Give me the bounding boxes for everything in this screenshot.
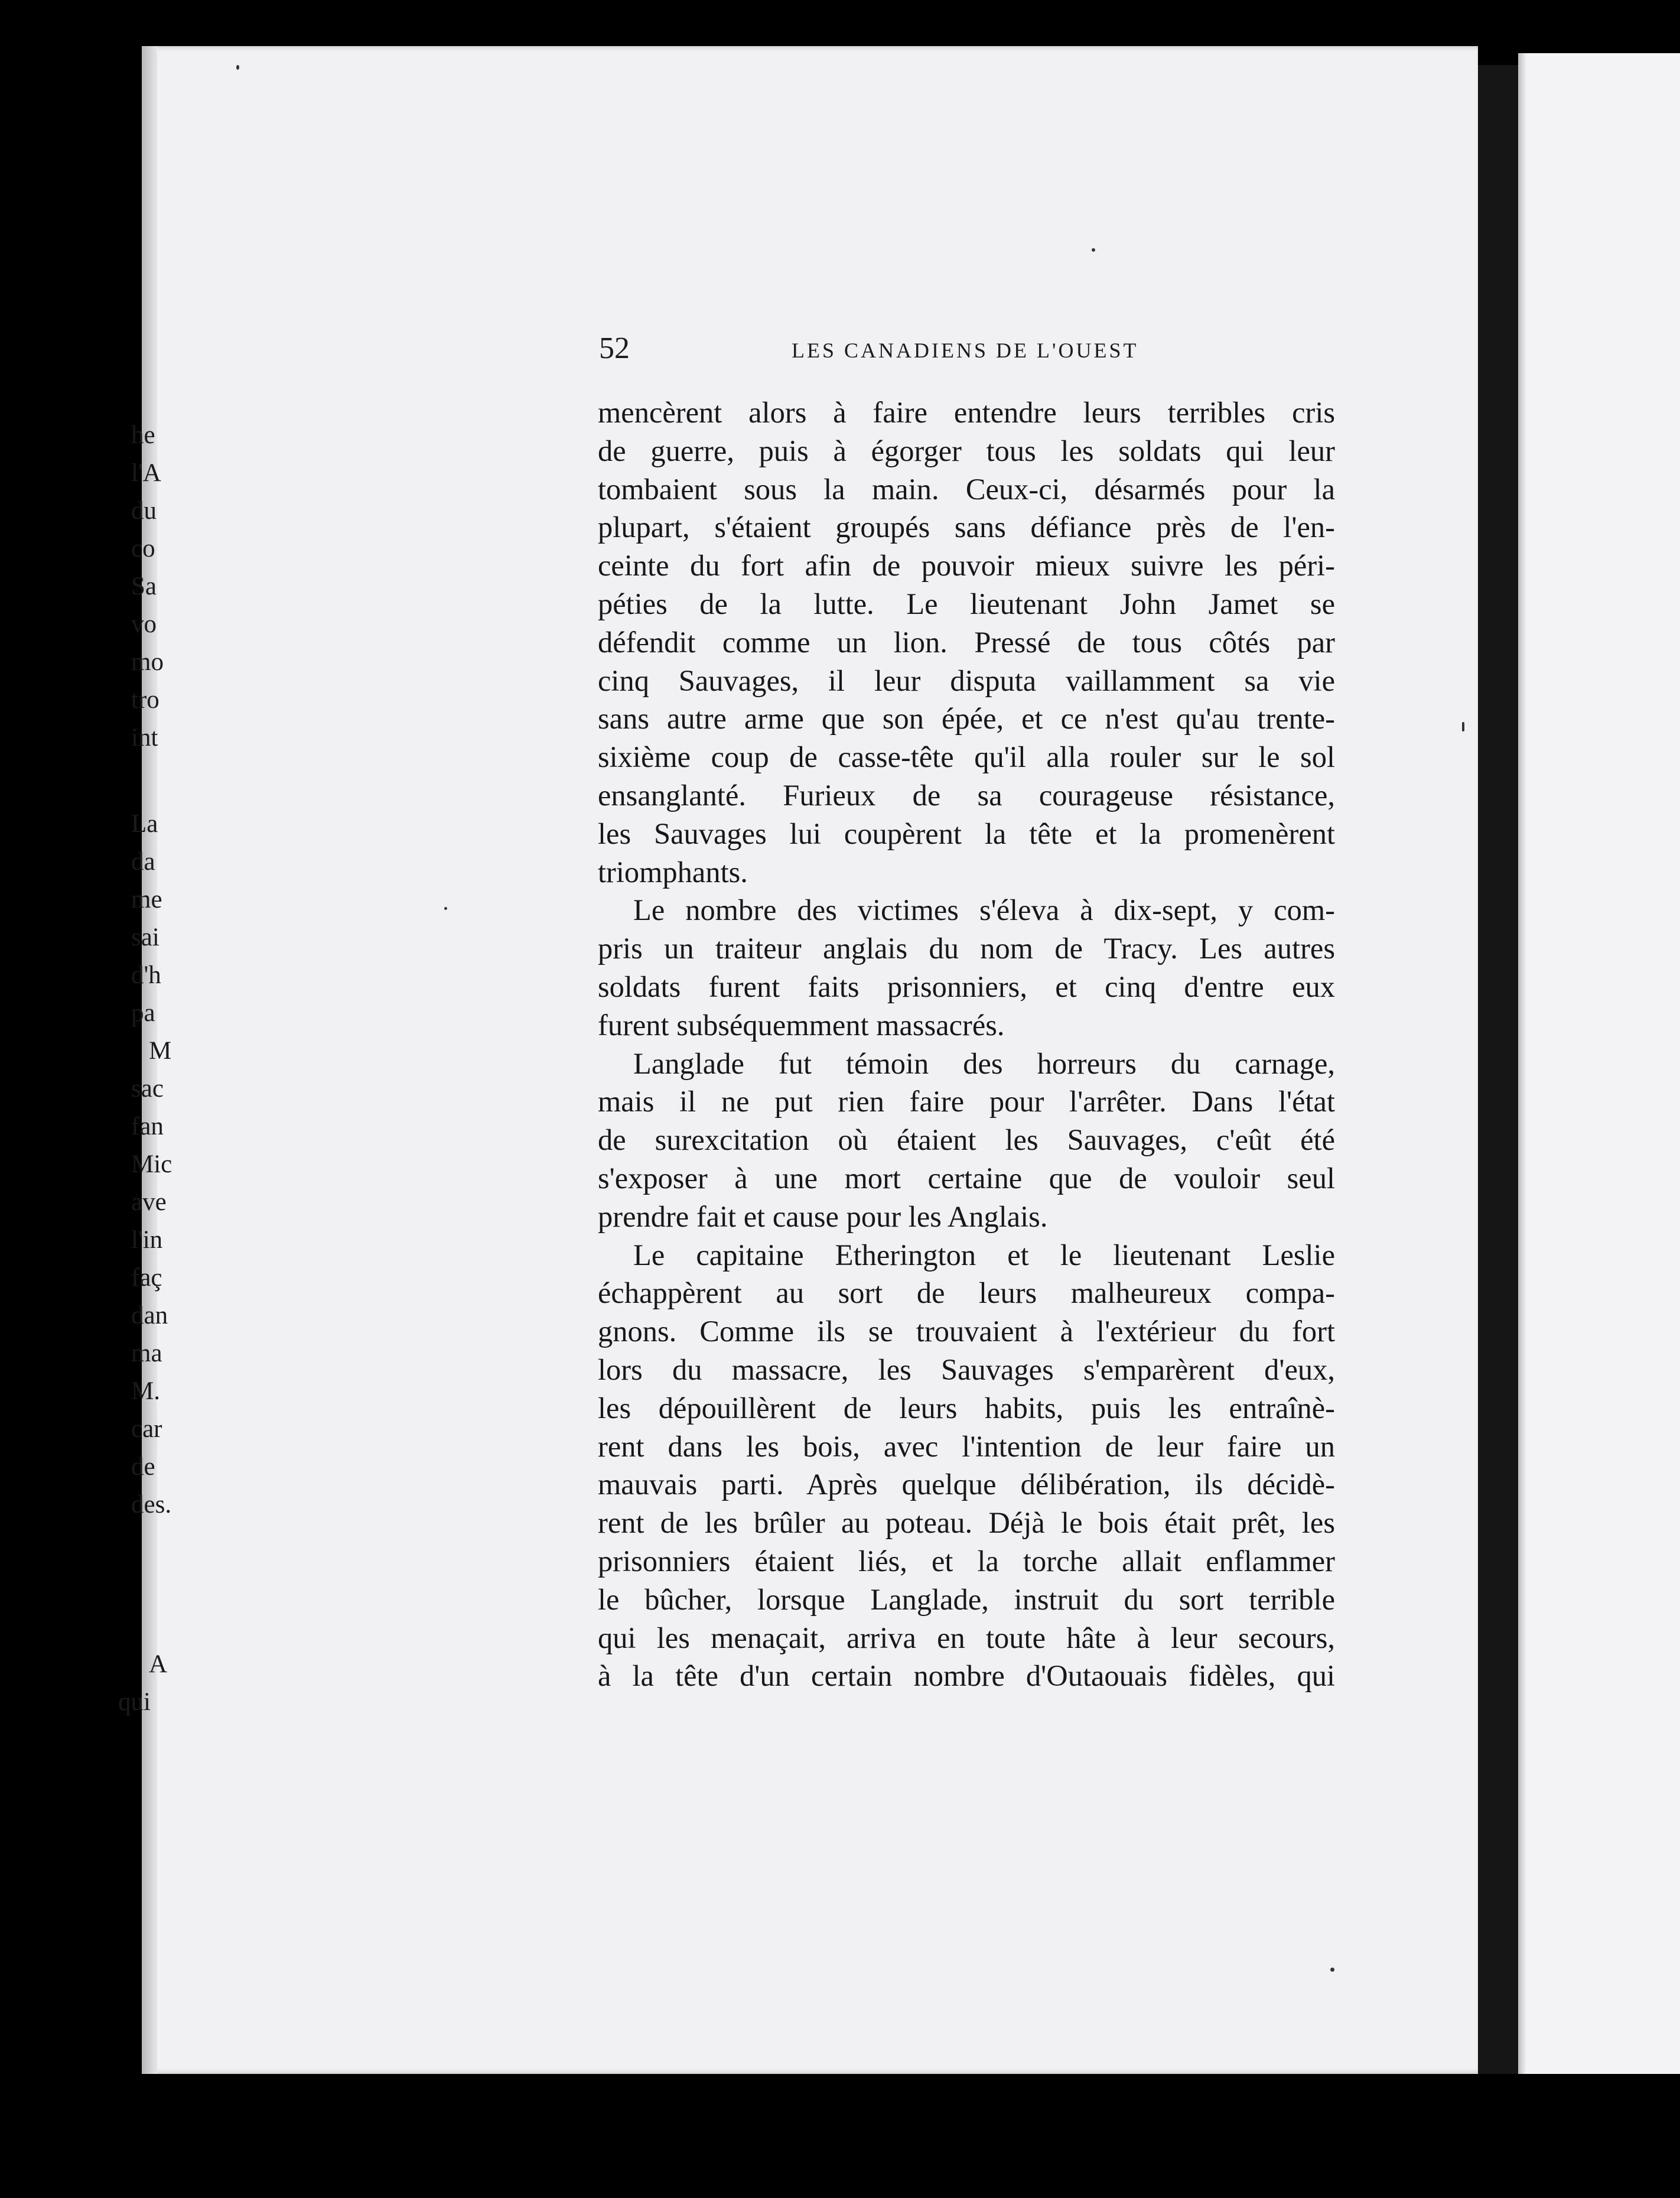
fragment-line: La (131, 810, 158, 838)
text-line: Langlade fut témoin des horreurs du carnage, (633, 1046, 1335, 1080)
text-line: à la tête d'un certain nombre d'Outaouais fidèles, qui (598, 1659, 1335, 1693)
text-line: furent subséquemment massacrés. (598, 1008, 1005, 1042)
fragment-line: faç (131, 1264, 162, 1292)
text-line: le bûcher, lorsque Langlade, instruit du sort terrible (598, 1582, 1335, 1616)
text-line: Le capitaine Etherington et le lieutenant Leslie (633, 1238, 1335, 1272)
text-line: s'exposer à une mort certaine que de vouloir seul (598, 1161, 1335, 1195)
fragment-line: Sa (131, 573, 157, 600)
scan-speck (1462, 722, 1464, 731)
fragment-line: l'A (131, 459, 161, 487)
fragment-line: da (131, 848, 155, 876)
text-line: rent dans les bois, avec l'intention de leur faire un (598, 1429, 1335, 1463)
fragment-line: mo (131, 648, 164, 676)
text-line: tombaient sous la main. Ceux-ci, désarmés pour la (598, 472, 1335, 506)
scan-speck (1092, 248, 1095, 252)
text-line: échappèrent au sort de leurs malheureux compa- (598, 1276, 1335, 1310)
text-line: Le nombre des victimes s'éleva à dix-sept, y com- (633, 893, 1335, 927)
fragment-line: Mic (131, 1150, 172, 1178)
running-title: LES CANADIENS DE L'OUEST (792, 339, 1139, 362)
fragment-line: vo (131, 610, 157, 638)
fragment-line: sai (131, 924, 159, 951)
scan-speck (236, 65, 239, 70)
right-page (1518, 53, 1680, 2074)
text-line: les dépouillèrent de leurs habits, puis les entraînè- (598, 1391, 1335, 1425)
right-page-edge (1518, 53, 1526, 2074)
text-line: les Sauvages lui coupèrent la tête et la promenèrent (598, 817, 1335, 850)
page-number: 52 (599, 331, 630, 365)
fragment-line: du (131, 497, 157, 525)
scan-speck (1330, 1968, 1334, 1972)
fragment-line: de (131, 1453, 155, 1481)
page-header (599, 331, 1147, 366)
text-line: triomphants. (598, 855, 748, 889)
fragment-line: dan (131, 1302, 168, 1329)
fragment-line: pa (131, 999, 155, 1027)
fragment-line: M (149, 1037, 172, 1065)
fragment-line: l'in (131, 1226, 163, 1254)
fragment-line: sac (131, 1075, 164, 1103)
text-line: de surexcitation où étaient les Sauvages, c'eût été (598, 1123, 1335, 1157)
text-line: plupart, s'étaient groupés sans défiance près de l'en- (598, 511, 1335, 544)
fragment-line: he (131, 421, 155, 449)
text-line: qui les menaçait, arriva en toute hâte à leur secours, (598, 1621, 1335, 1654)
fragment-line: des. (131, 1491, 172, 1519)
body-text (598, 394, 1335, 1695)
fragment-line: A (149, 1650, 168, 1678)
fragment-line: ave (131, 1188, 167, 1216)
scan-speck (444, 907, 447, 910)
fragment-line: qui (118, 1688, 151, 1716)
text-line: soldats furent faits prisonniers, et cinq d'entre eux (598, 970, 1335, 1003)
fragment-line: ma (131, 1339, 162, 1367)
text-line: ceinte du fort afin de pouvoir mieux suivre les péri- (598, 549, 1335, 583)
fragment-line: co (131, 535, 155, 562)
text-line: gnons. Comme ils se trouvaient à l'extérieur du fort (598, 1315, 1335, 1348)
fragment-line: tro (131, 686, 159, 714)
book-spine (1478, 65, 1518, 2074)
text-line: prisonniers étaient liés, et la torche allait enflammer (598, 1544, 1335, 1578)
text-line: prendre fait et cause pour les Anglais. (598, 1199, 1048, 1233)
text-line: pris un traiteur anglais du nom de Tracy. Les autres (598, 932, 1335, 965)
text-line: mauvais parti. Après quelque délibération, ils décidè- (598, 1468, 1335, 1501)
fragment-line: me (131, 886, 162, 913)
text-line: ensanglanté. Furieux de sa courageuse résistance, (598, 778, 1335, 812)
text-line: péties de la lutte. Le lieutenant John Jamet se (598, 587, 1335, 620)
fragment-line: car (131, 1415, 162, 1443)
text-line: de guerre, puis à égorger tous les soldats qui leur (598, 434, 1335, 467)
text-line: mais il ne put rien faire pour l'arrêter. Dans l'état (598, 1085, 1335, 1118)
text-line: mencèrent alors à faire entendre leurs terribles cris (598, 396, 1335, 429)
fragment-line: fan (131, 1113, 164, 1140)
fragment-line: int (131, 724, 158, 752)
fragment-line: d'h (131, 961, 161, 989)
text-line: défendit comme un lion. Pressé de tous côtés par (598, 625, 1335, 659)
text-line: sans autre arme que son épée, et ce n'est qu'au trente- (598, 702, 1335, 736)
text-line: sixième coup de casse-tête qu'il alla rouler sur le sol (598, 740, 1335, 774)
text-line: cinq Sauvages, il leur disputa vaillamment sa vie (598, 664, 1335, 697)
fragment-line: M. (131, 1377, 160, 1405)
text-line: rent de les brûler au poteau. Déjà le bois était prêt, les (598, 1506, 1335, 1540)
text-line: lors du massacre, les Sauvages s'emparèrent d'eux, (598, 1352, 1335, 1386)
